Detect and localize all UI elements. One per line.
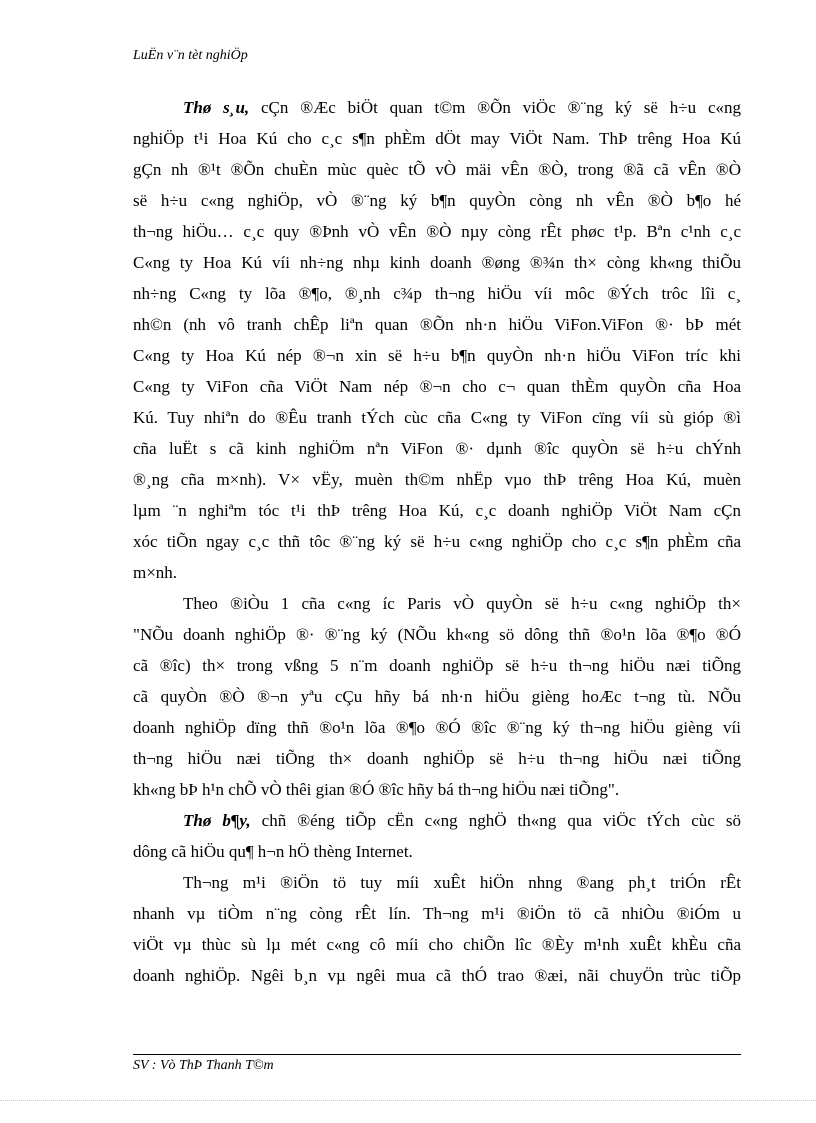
text-line: cña luËt s cã kinh nghiÖm nªn ViFon ®· dµnh ®îc quyÒn së h÷u chÝnh: [133, 439, 741, 458]
page-header: LuËn v¨n tèt nghiÖp: [133, 48, 248, 63]
page-bottom-border: [0, 1100, 816, 1101]
text-line: nh©n (nh vô tranh chÊp liªn quan ®Õn nh·n hiÖu ViFon.ViFon ®· bÞ mét: [133, 315, 741, 334]
text-line: dông cã hiÖu qu¶ h¬n hÖ thèng Internet.: [133, 842, 413, 861]
text-line: C«ng ty Hoa Kú nép ®¬n xin së h÷u b¶n quyÒn nh·n hiÖu ViFon tríc khi: [133, 346, 741, 365]
text-line: Theo ®iÒu 1 cña c«ng íc Paris vÒ quyÒn së h÷u c«ng nghiÖp th×: [183, 594, 741, 613]
text-line: lµm ¨n nghiªm tóc t¹i thÞ trêng Hoa Kú, c¸c doanh nghiÖp ViÖt Nam cÇn: [133, 501, 741, 520]
text-line: nhanh vµ tiÒm n¨ng còng rÊt lín. Th¬ng m¹i ®iÖn tö cã nhiÒu ®iÓm u: [133, 904, 741, 923]
text-line: C«ng ty Hoa Kú víi nh÷ng nhµ kinh doanh ®øng ®¾n th× còng kh«ng thiÕu: [133, 253, 741, 272]
footer-divider: [133, 1054, 741, 1055]
lead-phrase: Thø s¸u,: [183, 98, 250, 117]
text-line: së h÷u c«ng nghiÖp, vÒ ®¨ng ký b¶n quyÒn còng nh vÊn ®Ò b¶o hé: [133, 191, 741, 210]
text-line: th¬ng hiÖu… c¸c quy ®Þnh vÒ vÊn ®Ò nµy còng rÊt phøc t¹p. Bªn c¹nh c¸c: [133, 222, 741, 241]
text-line: nghiÖp t¹i Hoa Kú cho c¸c s¶n phÈm dÖt may ViÖt Nam. ThÞ trêng Hoa Kú: [133, 129, 741, 148]
document-body: [133, 92, 741, 991]
text-line: doanh nghiÖp dïng thñ ®o¹n lõa ®¶o ®Ó ®îc ®¨ng ký th¬ng hiÖu gièng víi: [133, 718, 741, 737]
text-line: Th¬ng m¹i ®iÖn tö tuy míi xuÊt hiÖn nhng ®ang ph¸t triÓn rÊt: [183, 873, 741, 892]
text-line: viÖt vµ thùc sù lµ mét c«ng cô míi cho chiÕn lîc ®Èy m¹nh xuÊt khÈu cña: [133, 935, 741, 954]
text-line: nh÷ng C«ng ty lõa ®¶o, ®¸nh c¾p th¬ng hiÖu víi môc ®Ých trôc lîi c¸: [133, 284, 741, 303]
text-line: "NÕu doanh nghiÖp ®· ®¨ng ký (NÕu kh«ng sö dông thñ ®o¹n lõa ®¶o ®Ó: [133, 625, 741, 644]
text-line: C«ng ty ViFon cña ViÖt Nam nép ®¬n cho c¬ quan thÈm quyÒn cña Hoa: [133, 377, 741, 396]
text-line: ®¸ng cña m×nh). V× vËy, muèn th©m nhËp vµo thÞ trêng Hoa Kú, muèn: [133, 470, 741, 489]
text-line: doanh nghiÖp. Ngêi b¸n vµ ngêi mua cã thÓ trao ®æi, nãi chuyÖn trùc tiÕp: [133, 966, 741, 985]
text-line: Thø b¶y, chñ ®éng tiÕp cËn c«ng nghÖ th«ng qua viÖc tÝch cùc sö: [183, 811, 741, 830]
text-line: xóc tiÕn ngay c¸c thñ tôc ®¨ng ký së h÷u c«ng nghiÖp cho c¸c s¶n phÈm cña: [133, 532, 741, 551]
text-line: kh«ng bÞ h¹n chÕ vÒ thêi gian ®Ó ®îc hñy bá th¬ng hiÖu næi tiÕng".: [133, 780, 620, 799]
lead-phrase: Thø b¶y,: [183, 811, 251, 830]
text-line: cã quyÒn ®Ò ®¬n yªu cÇu hñy bá nh·n hiÖu gièng hoÆc t¬ng tù. NÕu: [133, 687, 741, 706]
text-line: cã ®îc) th× trong vßng 5 n¨m doanh nghiÖp së h÷u th¬ng hiÖu næi tiÕng: [133, 656, 741, 675]
text-line: th¬ng hiÖu næi tiÕng th× doanh nghiÖp së h÷u th¬ng hiÖu næi tiÕng: [133, 749, 741, 768]
text-line: Thø s¸u, cÇn ®Æc biÖt quan t©m ®Õn viÖc ®¨ng ký së h÷u c«ng: [183, 98, 741, 117]
page-footer: SV : Vò ThÞ Thanh T©m: [133, 1058, 274, 1073]
text-line: Kú. Tuy nhiªn do ®Êu tranh tÝch cùc cña C«ng ty ViFon cïng víi sù gióp ®ì: [133, 408, 741, 427]
text-line: gÇn nh ®¹t ®Õn chuÈn mùc quèc tÕ vÒ mäi vÊn ®Ò, trong ®ã cã vÊn ®Ò: [133, 160, 741, 179]
text-line: m×nh.: [133, 563, 178, 582]
